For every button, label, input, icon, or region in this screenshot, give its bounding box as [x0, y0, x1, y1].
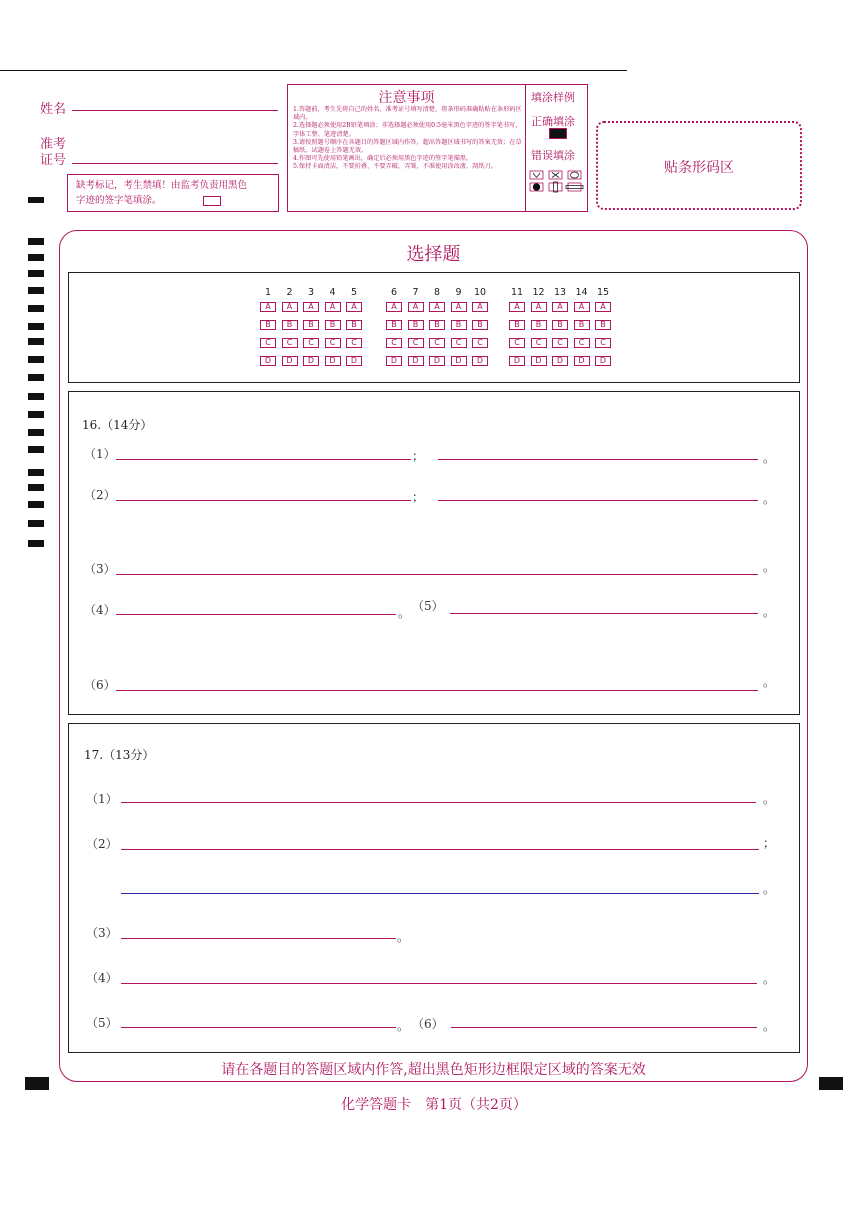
choice-option-bubble[interactable]: B	[346, 320, 362, 330]
question-17-box	[68, 723, 800, 1053]
barcode-label: 贴条形码区	[664, 160, 734, 176]
choice-option-bubble[interactable]: C	[260, 338, 276, 348]
timing-mark	[28, 520, 44, 527]
choice-option-bubble[interactable]: B	[325, 320, 341, 330]
choice-number: 7	[412, 287, 419, 298]
corner-mark-left	[25, 1077, 49, 1090]
ticket-label-1: 准考	[40, 137, 67, 152]
question-16-box	[68, 391, 800, 715]
timing-mark	[28, 323, 44, 330]
choice-option-bubble[interactable]: C	[552, 338, 568, 348]
q17-part-4-label: （4）	[86, 971, 118, 985]
choice-option-bubble[interactable]: A	[451, 302, 467, 312]
choice-option-bubble[interactable]: A	[260, 302, 276, 312]
notice-item: 4.作图可先使用铅笔画出，确定后必须用黑色字迹的签字笔描黑。	[293, 155, 473, 163]
notice-box	[287, 84, 588, 212]
choice-option-bubble[interactable]: C	[408, 338, 424, 348]
q16-part-1-label: （1）	[84, 447, 116, 461]
choice-number: 10	[473, 287, 487, 298]
q16-part-5-answer[interactable]	[450, 613, 758, 614]
choice-option-bubble[interactable]: C	[574, 338, 590, 348]
choice-option-bubble[interactable]: B	[429, 320, 445, 330]
choice-option-bubble[interactable]: C	[595, 338, 611, 348]
notice-item: 1.答题前，考生先将自己的姓名、准考证号填写清楚，将条形码准确粘贴在条形码区域内。	[293, 106, 522, 122]
page-footer: 化学答题卡 第1页（共2页）	[341, 1097, 527, 1113]
q16-part-2-answer-b[interactable]	[438, 500, 758, 501]
q17-part-3-answer[interactable]	[121, 938, 396, 939]
q17-part-2-period: 。	[763, 882, 776, 896]
choice-option-bubble[interactable]: C	[509, 338, 525, 348]
choice-option-bubble[interactable]: B	[531, 320, 547, 330]
q16-part-6-period: 。	[763, 675, 776, 689]
ticket-field[interactable]	[72, 163, 278, 164]
q17-part-4-answer[interactable]	[121, 983, 757, 984]
q16-part-2-label: （2）	[84, 488, 116, 502]
q16-part-4-label: （4）	[84, 603, 116, 617]
q17-part-6-period: 。	[763, 1019, 776, 1033]
ticket-label-2: 证号	[40, 153, 67, 168]
choice-option-bubble[interactable]: C	[451, 338, 467, 348]
absent-checkbox[interactable]	[203, 196, 221, 206]
q17-part-6-answer[interactable]	[451, 1027, 757, 1028]
choice-number: 2	[286, 287, 293, 298]
correct-fill-label: 正确填涂	[531, 115, 575, 128]
q16-part-4-period: 。	[398, 606, 411, 620]
choice-number: 8	[433, 287, 441, 298]
choice-option-bubble[interactable]: D	[282, 356, 298, 366]
choice-number: 1	[264, 287, 272, 298]
choice-number: 15	[596, 287, 610, 298]
q17-part-3-label: （3）	[86, 926, 118, 940]
choice-option-bubble[interactable]: C	[303, 338, 319, 348]
choice-option-bubble[interactable]: A	[346, 302, 362, 312]
choice-option-bubble[interactable]: D	[451, 356, 467, 366]
choice-option-bubble[interactable]: B	[386, 320, 402, 330]
q17-part-5-label: （5）	[86, 1016, 118, 1030]
choice-option-bubble[interactable]: C	[531, 338, 547, 348]
notice-item: 5.保持卡面清洁，不要折叠、不要弄破、弄皱，不准使用涂改液、刮纸刀。	[293, 163, 497, 171]
choice-number: 14	[575, 287, 588, 298]
top-rule	[0, 70, 627, 71]
choice-option-bubble[interactable]: C	[429, 338, 445, 348]
timing-mark	[28, 484, 44, 491]
choice-option-bubble[interactable]: B	[282, 320, 298, 330]
timing-mark	[28, 287, 44, 294]
choice-option-bubble[interactable]: D	[552, 356, 568, 366]
choice-number: 6	[390, 287, 398, 298]
q16-part-6-label: （6）	[84, 678, 116, 692]
choice-option-bubble[interactable]: B	[260, 320, 276, 330]
choice-option-bubble[interactable]: B	[451, 320, 467, 330]
choice-number: 4	[329, 287, 336, 298]
question-17-title: 17.（13分）	[84, 748, 155, 762]
timing-mark	[28, 429, 44, 436]
q17-part-2-answer-b[interactable]	[121, 893, 759, 894]
choice-number: 5	[350, 287, 358, 298]
q17-part-4-period: 。	[763, 972, 776, 986]
name-field[interactable]	[72, 110, 278, 111]
timing-mark	[28, 393, 44, 400]
timing-mark	[28, 197, 44, 203]
q16-part-5-label: （5）	[412, 599, 444, 613]
choice-option-bubble[interactable]: C	[472, 338, 488, 348]
q17-part-1-period: 。	[763, 792, 776, 806]
choice-option-bubble[interactable]: C	[346, 338, 362, 348]
choice-option-bubble[interactable]: D	[303, 356, 319, 366]
choice-option-bubble[interactable]: A	[282, 302, 298, 312]
choice-option-bubble[interactable]: D	[531, 356, 547, 366]
timing-mark	[28, 469, 44, 476]
timing-mark	[28, 411, 44, 418]
choice-option-bubble[interactable]: A	[303, 302, 319, 312]
choice-option-bubble[interactable]: A	[325, 302, 341, 312]
timing-mark	[28, 501, 44, 508]
notice-item: 3.请按照题号顺序在各题目的答题区域内作答，超出答题区域书写的答案无效；在草稿纸、试题卷上答题无效。	[293, 138, 522, 155]
choice-option-bubble[interactable]: A	[408, 302, 424, 312]
choice-number: 11	[510, 287, 524, 298]
choice-option-bubble[interactable]: A	[531, 302, 547, 312]
q17-part-2-label: （2）	[86, 837, 118, 851]
choice-option-bubble[interactable]: B	[574, 320, 590, 330]
choice-option-bubble[interactable]: D	[260, 356, 276, 366]
choice-option-bubble[interactable]: D	[595, 356, 611, 366]
corner-mark-right	[819, 1077, 843, 1090]
choice-option-bubble[interactable]: A	[429, 302, 445, 312]
barcode-area	[596, 121, 802, 210]
q17-part-1-answer[interactable]	[121, 802, 756, 803]
timing-mark	[28, 540, 44, 547]
q16-part-1-answer-a[interactable]	[116, 459, 411, 460]
q16-part-5-period: 。	[763, 605, 776, 619]
choice-option-bubble[interactable]: D	[408, 356, 424, 366]
sample-title: 填涂样例	[531, 91, 575, 104]
choice-number: 12	[532, 287, 545, 298]
q17-part-1-label: （1）	[86, 792, 118, 806]
choice-option-bubble[interactable]: B	[472, 320, 488, 330]
choice-number: 3	[307, 287, 315, 298]
footer-warning: 请在各题目的答题区域内作答,超出黑色矩形边框限定区域的答案无效	[221, 1062, 646, 1078]
q17-part-5-period: 。	[397, 1019, 410, 1033]
notice-list	[293, 106, 523, 172]
choice-option-bubble[interactable]: A	[386, 302, 402, 312]
timing-mark	[28, 374, 44, 381]
q16-part-2-answer-a[interactable]	[116, 500, 411, 501]
absent-mark-box	[67, 174, 279, 212]
timing-mark	[28, 446, 44, 453]
q16-part-2-semicolon: ；	[412, 490, 425, 504]
choice-option-bubble[interactable]: A	[595, 302, 611, 312]
timing-mark	[28, 270, 44, 277]
q16-part-3-answer[interactable]	[116, 574, 758, 575]
q16-part-4-answer[interactable]	[116, 614, 396, 615]
choice-option-bubble[interactable]: B	[509, 320, 525, 330]
choice-option-bubble[interactable]: A	[574, 302, 590, 312]
q16-part-1-semicolon: ；	[412, 449, 425, 463]
choice-option-bubble[interactable]: D	[472, 356, 488, 366]
notice-title: 注意事项	[378, 90, 435, 106]
notice-item: 2.选择题必须使用2B铅笔填涂；非选择题必须使用0.5毫米黑色字迹的签字笔书写，字体工整、笔迹清楚。	[293, 122, 522, 138]
q16-part-1-answer-b[interactable]	[438, 459, 758, 460]
choice-option-bubble[interactable]: D	[509, 356, 525, 366]
q16-part-2-period: 。	[763, 492, 776, 506]
choice-option-bubble[interactable]: D	[346, 356, 362, 366]
q16-part-3-period: 。	[763, 560, 776, 574]
choice-section-title: 选择题	[406, 244, 461, 265]
choice-option-bubble[interactable]: B	[408, 320, 424, 330]
name-label: 姓名	[40, 102, 67, 117]
q17-part-2-answer-a[interactable]	[121, 849, 759, 850]
q16-part-1-period: 。	[763, 451, 776, 465]
wrong-fill-label: 错误填涂	[531, 149, 575, 162]
q17-part-6-label: （6）	[412, 1017, 444, 1031]
choice-option-bubble[interactable]: D	[574, 356, 590, 366]
choice-option-bubble[interactable]: A	[509, 302, 525, 312]
choice-option-bubble[interactable]: C	[386, 338, 402, 348]
timing-mark	[28, 356, 44, 363]
q17-part-2-semicolon: ；	[763, 836, 776, 850]
q16-part-3-label: （3）	[84, 562, 116, 576]
choice-option-bubble[interactable]: C	[325, 338, 341, 348]
choice-number: 9	[455, 287, 462, 298]
timing-mark	[28, 238, 44, 245]
choice-option-bubble[interactable]: A	[472, 302, 488, 312]
timing-mark	[28, 305, 44, 312]
timing-mark	[28, 338, 44, 345]
q17-part-5-answer[interactable]	[121, 1027, 396, 1028]
absent-note: 缺考标记，考生禁填！由监考负责用黑色字迹的签字笔填涂。	[76, 180, 248, 206]
timing-mark	[28, 254, 44, 261]
wrong-fill-samples	[529, 169, 585, 195]
choice-option-bubble[interactable]: D	[386, 356, 402, 366]
choice-option-bubble[interactable]: D	[325, 356, 341, 366]
q17-part-3-period: 。	[397, 930, 410, 944]
choice-option-bubble[interactable]: B	[303, 320, 319, 330]
question-16-title: 16.（14分）	[82, 418, 153, 432]
choice-option-bubble[interactable]: C	[282, 338, 298, 348]
q16-part-6-answer[interactable]	[116, 690, 758, 691]
correct-fill-sample	[549, 128, 567, 139]
choice-option-bubble[interactable]: B	[595, 320, 611, 330]
choice-option-bubble[interactable]: D	[429, 356, 445, 366]
choice-option-bubble[interactable]: A	[552, 302, 568, 312]
choice-number: 13	[553, 287, 567, 298]
choice-option-bubble[interactable]: B	[552, 320, 568, 330]
